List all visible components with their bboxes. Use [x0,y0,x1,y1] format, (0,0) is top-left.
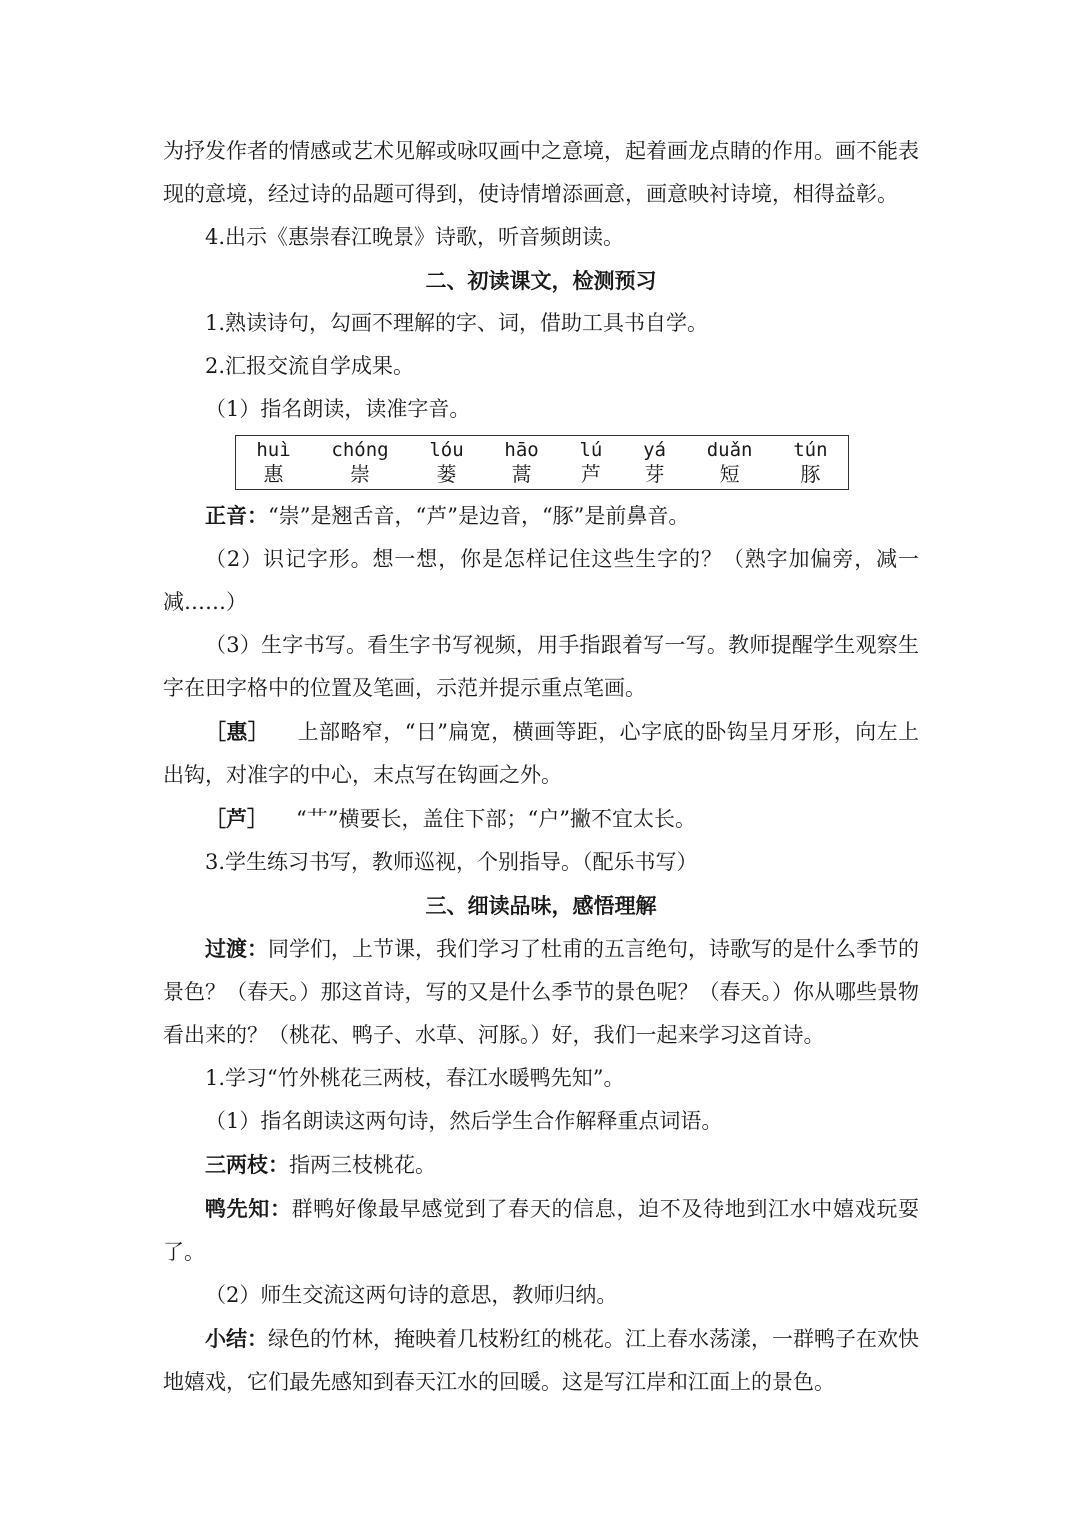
pinyin-cell [643,438,666,486]
hanzi-text: 蒌 [436,462,457,486]
sanliangzhi-label: 三两枝： [205,1152,289,1177]
pinyin-cell [256,438,290,486]
hanzi-text: 芦 [580,462,601,486]
hanzi-text: 芽 [644,462,665,486]
pinyin-text: chóng [331,439,389,461]
pinyin-text: yá [643,439,666,461]
pinyin-cell [707,438,753,486]
lu-label: ［芦］ [205,806,268,831]
paragraph-step-2: 2.汇报交流自学成果。 [205,354,415,378]
guodu-text: 同学们，上节课，我们学习了杜甫的五言绝句，诗歌写的是什么季节的景色？（春天。）那这首诗，写的又是什么季节的景色呢？（春天。）你从哪些景物看出来的？（桃花、鸭子、水草、河豚。）好，我们一起来学习这首诗。 [163,937,919,1047]
paragraph-step-1: 1.熟读诗句，勾画不理解的字、词，借助工具书自学。 [205,311,709,335]
lu-text: “艹”横要长，盖住下部；“户”撇不宜太长。 [296,807,696,831]
paragraph-hui [163,710,919,797]
xiaojie-text: 绿色的竹林，掩映着几枝粉红的桃花。江上春水荡漾，一群鸭子在欢快地嬉戏，它们最先感知到春天江水的回暖。这是写江岸和江面上的景色。 [163,1327,919,1394]
paragraph-yaxianzhi [163,1187,919,1274]
zhengyin-text: “崇”是翘舌音，“芦”是边音，“豚”是前鼻音。 [268,504,690,528]
paragraph-xiaojie [163,1317,919,1404]
hui-label: ［惠］ [205,719,270,744]
paragraph-substep-1: （1）指名朗读，读准字音。 [205,397,471,421]
paragraph-continued: 为抒发作者的情感或艺术见解或咏叹画中之意境，起着画龙点睛的作用。画不能表现的意境，经过诗的品题可得到，使诗情增添画意，画意映衬诗境，相得益彰。 [163,139,919,206]
hanzi-text: 蒿 [511,462,532,486]
paragraph-substep-2: （2）识记字形。想一想，你是怎样记住这些生字的？（熟字加偏旁，减一减……） [163,547,919,614]
hanzi-text: 短 [719,462,740,486]
section-heading-3: 三、细读品味，感悟理解 [425,893,657,918]
pinyin-cell [429,438,463,486]
paragraph-study-1-1: （1）指名朗读这两句诗，然后学生合作解释重点词语。 [205,1109,723,1133]
hanzi-text: 豚 [800,462,821,486]
pinyin-text: lóu [429,439,464,461]
pinyin-text: huì [256,439,291,461]
pinyin-table [235,435,849,490]
hanzi-text: 崇 [350,462,371,486]
paragraph-step-3: 3.学生练习书写，教师巡视，个别指导。（配乐书写） [205,850,698,874]
pinyin-text: duǎn [706,439,753,461]
sanliangzhi-text: 指两三枝桃花。 [289,1153,436,1177]
paragraph-zhengyin [163,494,919,538]
section-heading-2: 二、初读课文，检测预习 [425,268,657,293]
xiaojie-label: 小结： [205,1326,268,1351]
pinyin-text: hāo [504,439,539,461]
pinyin-text: lú [579,439,603,461]
yaxianzhi-text: 群鸭好像最早感觉到了春天的信息，迫不及待地到江水中嬉戏玩耍了。 [163,1197,919,1264]
guodu-label: 过渡： [205,936,268,961]
paragraph-show-poem: 4.出示《惠崇春江晚景》诗歌，听音频朗读。 [205,225,625,249]
yaxianzhi-label: 鸭先知： [205,1196,292,1221]
pinyin-cell [504,438,538,486]
pinyin-text: tún [793,439,828,461]
paragraph-lu [163,797,919,841]
paragraph-study-1-2: （2）师生交流这两句诗的意思，教师归纳。 [205,1283,618,1307]
document-body [163,130,919,1404]
zhengyin-label: 正音： [205,503,268,528]
hanzi-text: 惠 [263,462,284,486]
pinyin-cell [793,438,827,486]
hui-text: 上部略窄，“日”扁宽，横画等距，心字底的卧钩呈月牙形，向左上出钩，对准字的中心，末点写在钩画之外。 [163,720,919,787]
pinyin-cell [579,438,602,486]
paragraph-substep-3: （3）生字书写。看生字书写视频，用手指跟着写一写。教师提醒学生观察生字在田字格中的位置及笔画，示范并提示重点笔画。 [163,633,919,700]
pinyin-cell [331,438,388,486]
paragraph-guodu [163,927,919,1057]
paragraph-study-1: 1.学习“竹外桃花三两枝，春江水暖鸭先知”。 [205,1066,625,1090]
paragraph-sanliangzhi [163,1143,919,1187]
